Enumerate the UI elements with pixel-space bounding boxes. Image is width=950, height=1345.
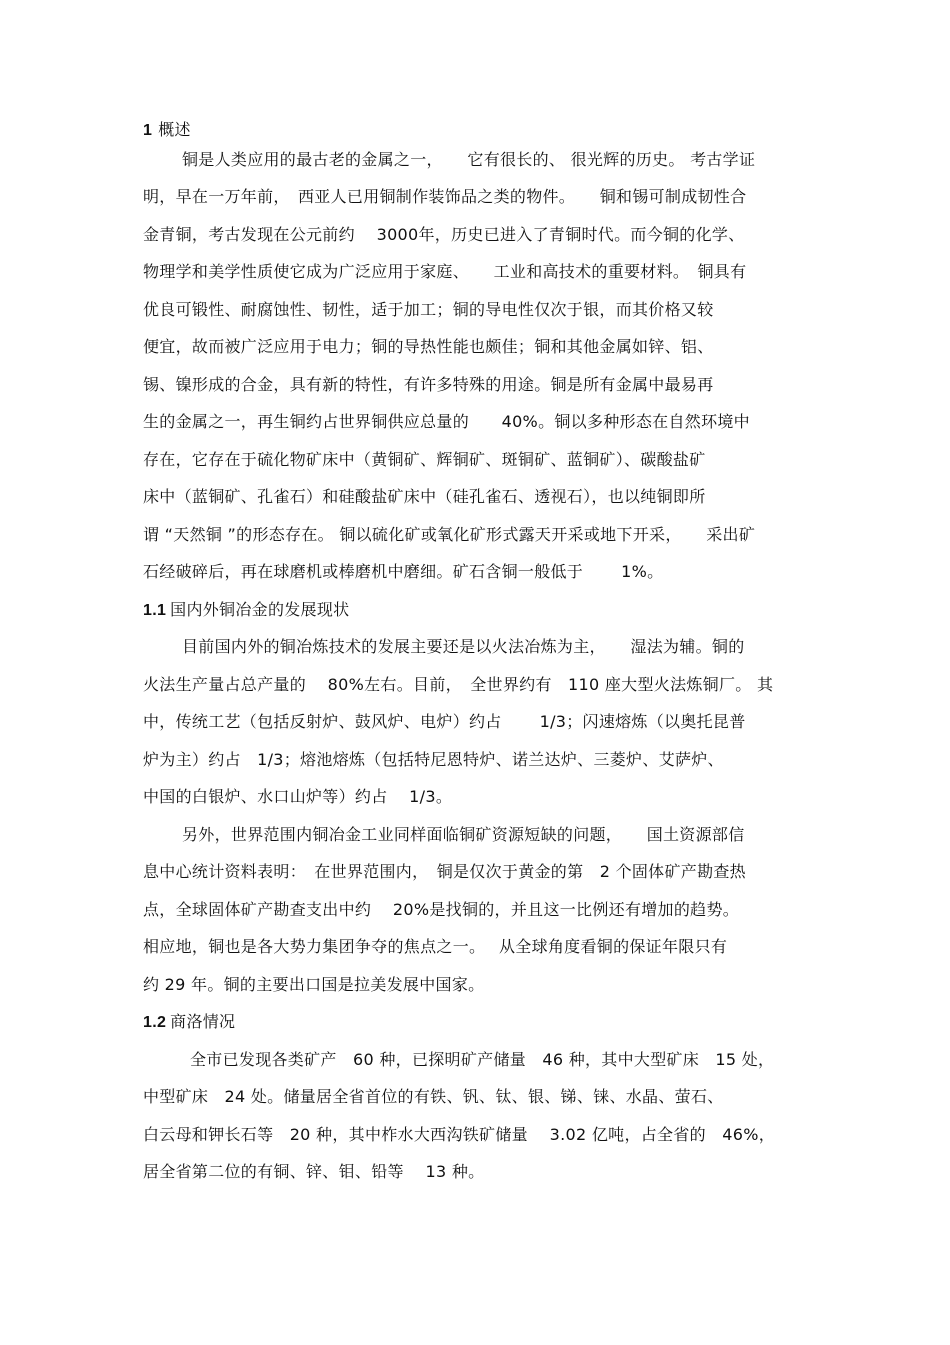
section-heading-1 xyxy=(143,120,191,141)
paragraph-line: 铜是人类应用的最古老的金属之一， 它有很长的、 很光辉的历史。 考古学证 xyxy=(182,150,756,169)
paragraph-line: 物理学和美学性质使它成为广泛应用于家庭、 工业和高技术的重要材料。 铜具有 xyxy=(143,262,747,281)
paragraph-line: 白云母和钾长石等 20 种，其中柞水大西沟铁矿储量 3.02 亿吨，占全省的 46%， xyxy=(143,1125,776,1144)
paragraph-line: 便宜，故而被广泛应用于电力；铜的导热性能也颇佳；铜和其他金属如锌、铝、 xyxy=(143,337,714,356)
paragraph-line: 中，传统工艺（包括反射炉、鼓风炉、电炉）约占 1/3；闪速熔炼（以奥托昆普 xyxy=(143,712,746,731)
paragraph-line: 锡、镍形成的合金，具有新的特性，有许多特殊的用途。铜是所有金属中最易再 xyxy=(143,375,714,394)
section-title: 概述 xyxy=(158,120,191,139)
paragraph-line: 炉为主）约占 1/3；熔池熔炼（包括特尼恩特炉、诺兰达炉、三菱炉、艾萨炉、 xyxy=(143,750,724,769)
paragraph-line: 床中（蓝铜矿、孔雀石）和硅酸盐矿床中（硅孔雀石、透视石），也以纯铜即所 xyxy=(143,487,706,506)
section-heading-1-2 xyxy=(143,1012,235,1033)
section-heading-1-1 xyxy=(143,600,349,621)
paragraph-line: 谓 “天然铜 ”的形态存在。 铜以硫化矿或氧化矿形式露天开采或地下开采， 采出矿 xyxy=(143,525,756,544)
section-number: 1.1 xyxy=(143,602,167,619)
paragraph-line: 全市已发现各类矿产 60 种，已探明矿产储量 46 种，其中大型矿床 15 处， xyxy=(190,1050,775,1069)
paragraph-line: 存在，它存在于硫化物矿床中（黄铜矿、辉铜矿、斑铜矿、蓝铜矿）、碳酸盐矿 xyxy=(143,450,706,469)
paragraph-line: 石经破碎后，再在球磨机或棒磨机中磨细。矿石含铜一般低于 1%。 xyxy=(143,562,664,581)
paragraph-line: 另外，世界范围内铜冶金工业同样面临铜矿资源短缺的问题， 国土资源部信 xyxy=(182,825,745,844)
paragraph-line: 火法生产量占总产量的 80%左右。目前， 全世界约有 110 座大型火法炼铜厂。 其 xyxy=(143,675,774,694)
paragraph-line: 金青铜，考古发现在公元前约 3000年，历史已进入了青铜时代。而今铜的化学、 xyxy=(143,225,745,244)
section-number: 1.2 xyxy=(143,1014,167,1031)
paragraph-line: 生的金属之一，再生铜约占世界铜供应总量的 40%。铜以多种形态在自然环境中 xyxy=(143,412,750,431)
paragraph-line: 目前国内外的铜冶炼技术的发展主要还是以火法冶炼为主， 湿法为辅。铜的 xyxy=(182,637,745,656)
paragraph-line: 中国的白银炉、水口山炉等）约占 1/3。 xyxy=(143,787,453,806)
paragraph-line: 约 29 年。铜的主要出口国是拉美发展中国家。 xyxy=(143,975,485,994)
paragraph-line: 居全省第二位的有铜、锌、钼、铅等 13 种。 xyxy=(143,1162,485,1181)
paragraph-line: 息中心统计资料表明： 在世界范围内， 铜是仅次于黄金的第 2 个固体矿产勘查热 xyxy=(143,862,746,881)
section-number: 1 xyxy=(143,122,153,139)
section-title: 商洛情况 xyxy=(170,1012,236,1031)
paragraph-line: 中型矿床 24 处。储量居全省首位的有铁、钒、钛、银、锑、铼、水晶、萤石、 xyxy=(143,1087,724,1106)
paragraph-line: 优良可锻性、耐腐蚀性、韧性，适于加工；铜的导电性仅次于银，而其价格又较 xyxy=(143,300,714,319)
paragraph-line: 相应地，铜也是各大势力集团争夺的焦点之一。 从全球角度看铜的保证年限只有 xyxy=(143,937,728,956)
paragraph-line: 点，全球固体矿产勘查支出中约 20%是找铜的，并且这一比例还有增加的趋势。 xyxy=(143,900,740,919)
section-title: 国内外铜冶金的发展现状 xyxy=(170,600,350,619)
paragraph-line: 明，早在一万年前， 西亚人已用铜制作装饰品之类的物件。 铜和锡可制成韧性合 xyxy=(143,187,747,206)
